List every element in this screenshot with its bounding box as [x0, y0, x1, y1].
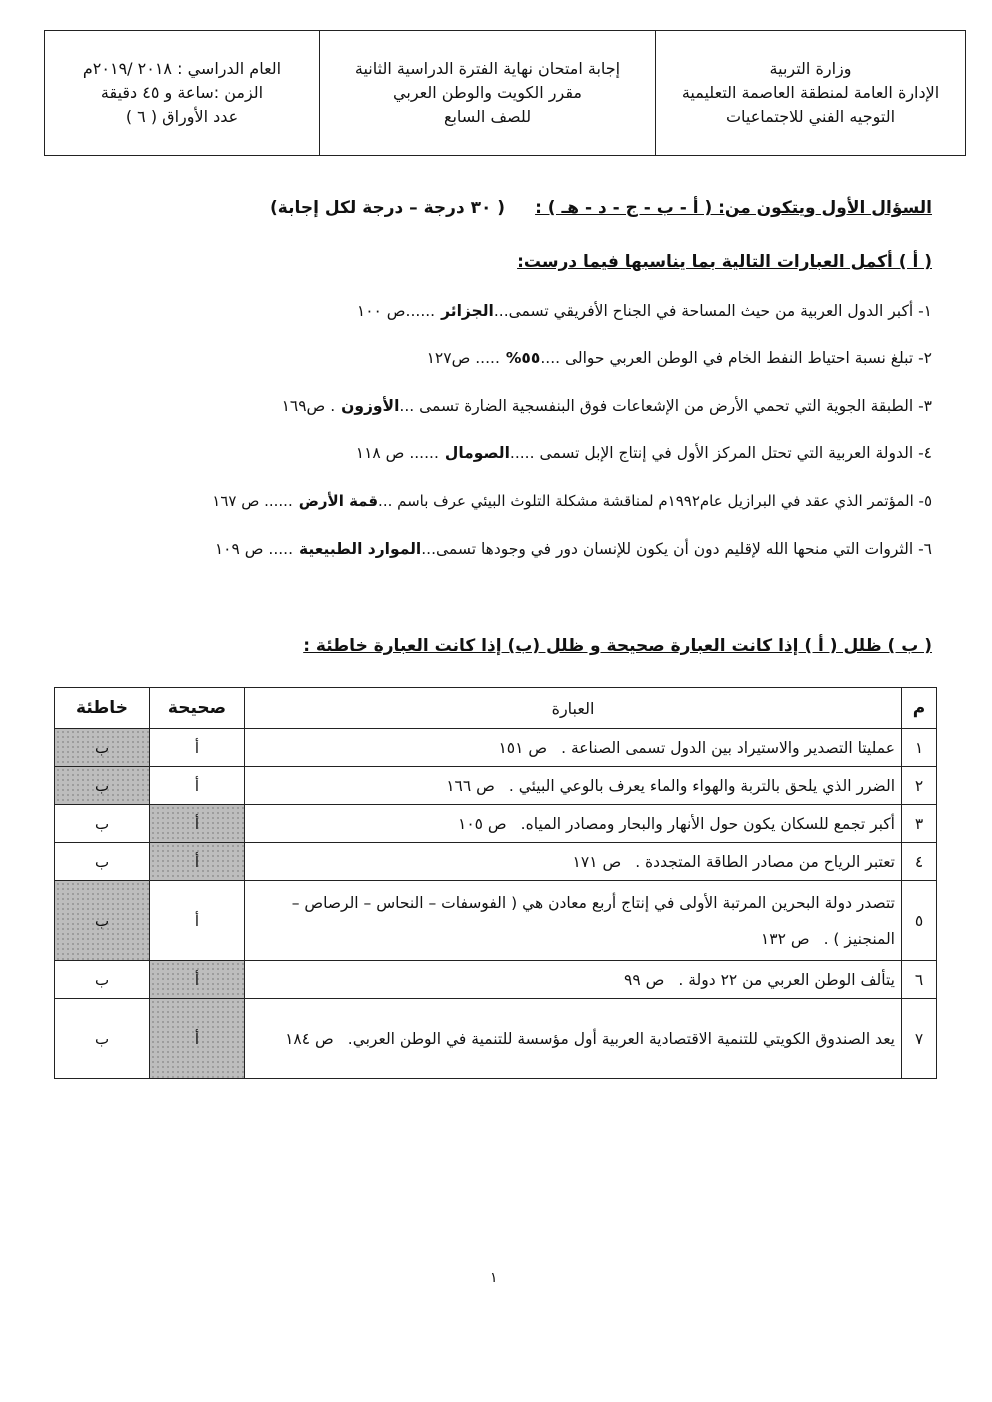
- option-wrong-shaded[interactable]: ب: [55, 767, 150, 805]
- item-text: ٣- الطبقة الجوية التي تحمي الأرض من الإشعاعات فوق البنفسجية الضارة تسمى ...: [399, 397, 932, 415]
- item-page-ref: ..... ص١٢٧: [426, 349, 500, 367]
- option-correct-shaded[interactable]: أ: [150, 999, 245, 1079]
- option-wrong[interactable]: ب: [55, 961, 150, 999]
- row-statement: [245, 843, 902, 881]
- item-page-ref: ......ص ١٠٠: [356, 302, 436, 320]
- table-row: [55, 843, 937, 881]
- statement-text: تتصدر دولة البحرين المرتبة الأولى في إنتاج أربع معادن هي ( الفوسفات – النحاس – الرصاص – المنجنيز ) .: [291, 893, 895, 948]
- header-exam-title: [319, 31, 655, 155]
- option-correct[interactable]: أ: [150, 881, 245, 961]
- statement-text: تعتبر الرياح من مصادر الطاقة المتجددة .: [635, 852, 895, 871]
- exam-duration: الزمن :ساعة و ٤٥ دقيقة: [100, 83, 264, 102]
- header-exam-info: [45, 31, 319, 155]
- item-page-ref: ..... ص ١٠٩: [214, 540, 294, 558]
- row-number: ٦: [902, 961, 937, 999]
- table-row: [55, 767, 937, 805]
- item-page-ref: ...... ص ١١٨: [355, 444, 439, 462]
- row-statement: [245, 961, 902, 999]
- row-statement: [245, 881, 902, 961]
- statement-text: الضرر الذي يلحق بالتربة والهواء والماء يعرف بالوعي البيئي .: [508, 776, 895, 795]
- header-ministry: [655, 31, 965, 155]
- statement-text: أكبر تجمع للسكان يكون حول الأنهار والبحار ومصادر المياه.: [520, 814, 895, 833]
- option-correct-shaded[interactable]: أ: [150, 961, 245, 999]
- table-row: [55, 729, 937, 767]
- option-correct-shaded[interactable]: أ: [150, 843, 245, 881]
- completion-item: [356, 444, 932, 462]
- completion-item: [215, 540, 932, 558]
- row-statement: [245, 999, 902, 1079]
- page-count: عدد الأوراق ( ٦ ): [125, 107, 239, 126]
- col-header-num: م: [902, 688, 937, 729]
- question-title: السؤال الأول ويتكون من: ( أ - ب - ج - د - هـ ) :: [535, 198, 932, 218]
- true-false-table: [54, 687, 937, 1079]
- row-number: ٤: [902, 843, 937, 881]
- statement-page-ref: ص ١٥١: [498, 738, 548, 757]
- row-statement: [245, 729, 902, 767]
- col-header-correct: صحيحة: [150, 688, 245, 729]
- option-correct[interactable]: أ: [150, 767, 245, 805]
- item-answer: الأوزون: [341, 397, 400, 415]
- table-row: [55, 805, 937, 843]
- option-correct[interactable]: أ: [150, 729, 245, 767]
- item-page-ref: ...... ص ١٦٧: [212, 492, 293, 510]
- completion-item: [357, 302, 932, 320]
- row-number: ١: [902, 729, 937, 767]
- statement-text: عمليتا التصدير والاستيراد بين الدول تسمى الصناعة .: [561, 738, 895, 757]
- section-b-title: ( ب ) ظلل ( أ ) إذا كانت العبارة صحيحة و ظلل (ب) إذا كانت العبارة خاطئة :: [303, 636, 932, 656]
- completion-item: [427, 349, 932, 367]
- table-row: [55, 961, 937, 999]
- academic-year: العام الدراسي : ٢٠١٨ /٢٠١٩م: [82, 59, 282, 78]
- statement-page-ref: ص ١٦٦: [446, 776, 495, 795]
- item-text: ١- أكبر الدول العربية من حيث المساحة في الجناح الأفريقي تسمى...: [493, 302, 932, 320]
- item-text: ٤- الدولة العربية التي تحتل المركز الأول في إنتاج الإبل تسمى .....: [509, 444, 932, 462]
- statement-page-ref: ص ١٣٢: [760, 929, 810, 948]
- item-answer: الجزائر: [441, 302, 494, 320]
- section-a-title: ( أ ) أكمل العبارات التالية بما يناسبها فيما درست:: [517, 252, 932, 272]
- course-name: مقرر الكويت والوطن العربي: [393, 83, 582, 102]
- statement-page-ref: ص ١٠٥: [458, 814, 507, 833]
- header-box: [44, 30, 966, 156]
- option-wrong-shaded[interactable]: ب: [55, 881, 150, 961]
- item-text: ٥- المؤتمر الذي عقد في البرازيل عام١٩٩٢م لمناقشة مشكلة التلوث البيئي عرف باسم ...: [378, 492, 932, 510]
- item-answer: ٥٥%: [505, 349, 541, 367]
- item-answer: قمة الأرض: [298, 492, 379, 510]
- statement-page-ref: ص ٩٩: [624, 970, 665, 989]
- table-row: [55, 881, 937, 961]
- statement-text: يعد الصندوق الكويتي للتنمية الاقتصادية العربية أول مؤسسة للتنمية في الوطن العربي.: [347, 1029, 895, 1048]
- item-page-ref: . ص١٦٩: [281, 397, 336, 415]
- row-statement: [245, 805, 902, 843]
- option-wrong[interactable]: ب: [55, 843, 150, 881]
- completion-item: [282, 397, 932, 415]
- table-header-row: [55, 688, 937, 729]
- col-header-wrong: خاطئة: [55, 688, 150, 729]
- supervision-name: التوجيه الفني للاجتماعيات: [725, 107, 896, 126]
- statement-page-ref: ص ١٨٤: [285, 1029, 334, 1048]
- option-wrong[interactable]: ب: [55, 999, 150, 1079]
- option-correct-shaded[interactable]: أ: [150, 805, 245, 843]
- grade-level: للصف السابع: [443, 107, 532, 126]
- exam-title: إجابة امتحان نهاية الفترة الدراسية الثانية: [354, 59, 621, 78]
- statement-text: يتألف الوطن العربي من ٢٢ دولة .: [678, 970, 895, 989]
- row-number: ٢: [902, 767, 937, 805]
- completion-item: [212, 492, 932, 510]
- option-wrong[interactable]: ب: [55, 805, 150, 843]
- option-wrong-shaded[interactable]: ب: [55, 729, 150, 767]
- directorate-name: الإدارة العامة لمنطقة العاصمة التعليمية: [681, 83, 940, 102]
- row-statement: [245, 767, 902, 805]
- item-text: ٢- تبلغ نسبة احتياط النفط الخام في الوطن العربي حوالى ....: [540, 349, 932, 367]
- page-number: ١: [490, 1270, 498, 1286]
- row-number: ٥: [902, 881, 937, 961]
- question-heading: [270, 198, 932, 218]
- question-marks: ( ٣٠ درجة – درجة لكل إجابة): [269, 198, 506, 218]
- item-answer: الصومال: [444, 444, 510, 462]
- row-number: ٣: [902, 805, 937, 843]
- statement-page-ref: ص ١٧١: [572, 852, 622, 871]
- row-number: ٧: [902, 999, 937, 1079]
- ministry-name: وزارة التربية: [769, 59, 852, 78]
- item-text: ٦- الثروات التي منحها الله لإقليم دون أن يكون للإنسان دور في وجودها تسمى...: [421, 540, 932, 558]
- table-row: [55, 999, 937, 1079]
- col-header-statement: العبارة: [245, 688, 902, 729]
- item-answer: الموارد الطبيعية: [299, 540, 422, 558]
